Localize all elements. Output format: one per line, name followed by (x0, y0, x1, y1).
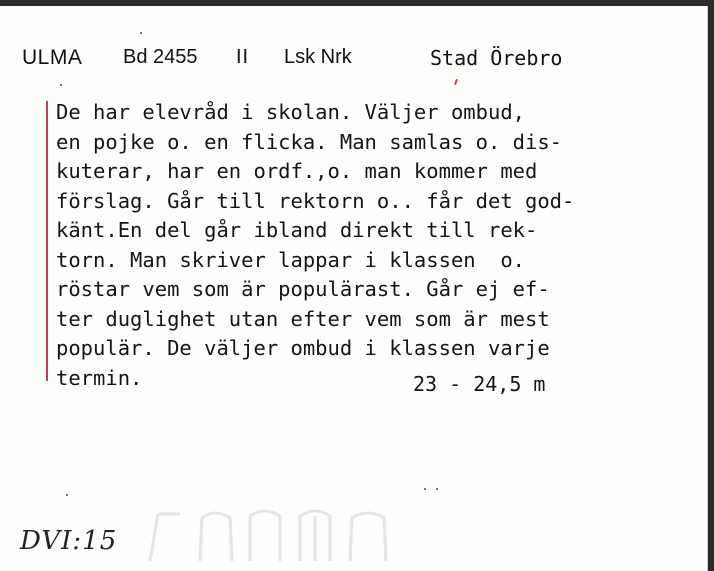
body-line: termin. (56, 365, 143, 390)
speck-mark (436, 488, 438, 490)
volume-label: Bd 2455 (123, 46, 198, 68)
volume-suffix: II (236, 46, 250, 68)
handwritten-code: DVI:15 (20, 526, 118, 556)
body-line: en pojke o. en flicka. Man samlas o. dis- (56, 129, 563, 154)
place-label: Stad Örebro (430, 46, 563, 70)
measurement-note: 23 - 24,5 m (413, 372, 546, 396)
body-line: förslag. Går till rektorn o.. får det god- (56, 188, 575, 213)
speck-mark (140, 32, 142, 34)
county-label: Lsk Nrk (284, 46, 352, 68)
body-line: röstar vem som är populärast. Går ej ef- (56, 277, 550, 301)
archive-card (0, 6, 708, 571)
body-line: känt.En del går ibland direkt till rek- (56, 218, 538, 242)
body-line: ter duglighet utan efter vem som är mest (56, 306, 550, 331)
body-line: torn. Man skriver lappar i klassen o. (56, 247, 525, 272)
archive-label: ULMA (22, 46, 83, 69)
show-through-stamp (140, 506, 400, 566)
card-header (22, 46, 687, 76)
body-line: populär. De väljer ombud i klassen varje (56, 336, 550, 360)
red-pen-mark (454, 79, 458, 85)
speck-mark (66, 494, 68, 496)
body-line: De har elevråd i skolan. Väljer ombud, (56, 100, 525, 124)
margin-rule (46, 101, 48, 381)
card-body-text (56, 98, 656, 393)
speck-mark (424, 488, 426, 490)
body-line: kuterar, har en ordf.,o. man kommer med (56, 159, 538, 183)
speck-mark (60, 84, 62, 86)
